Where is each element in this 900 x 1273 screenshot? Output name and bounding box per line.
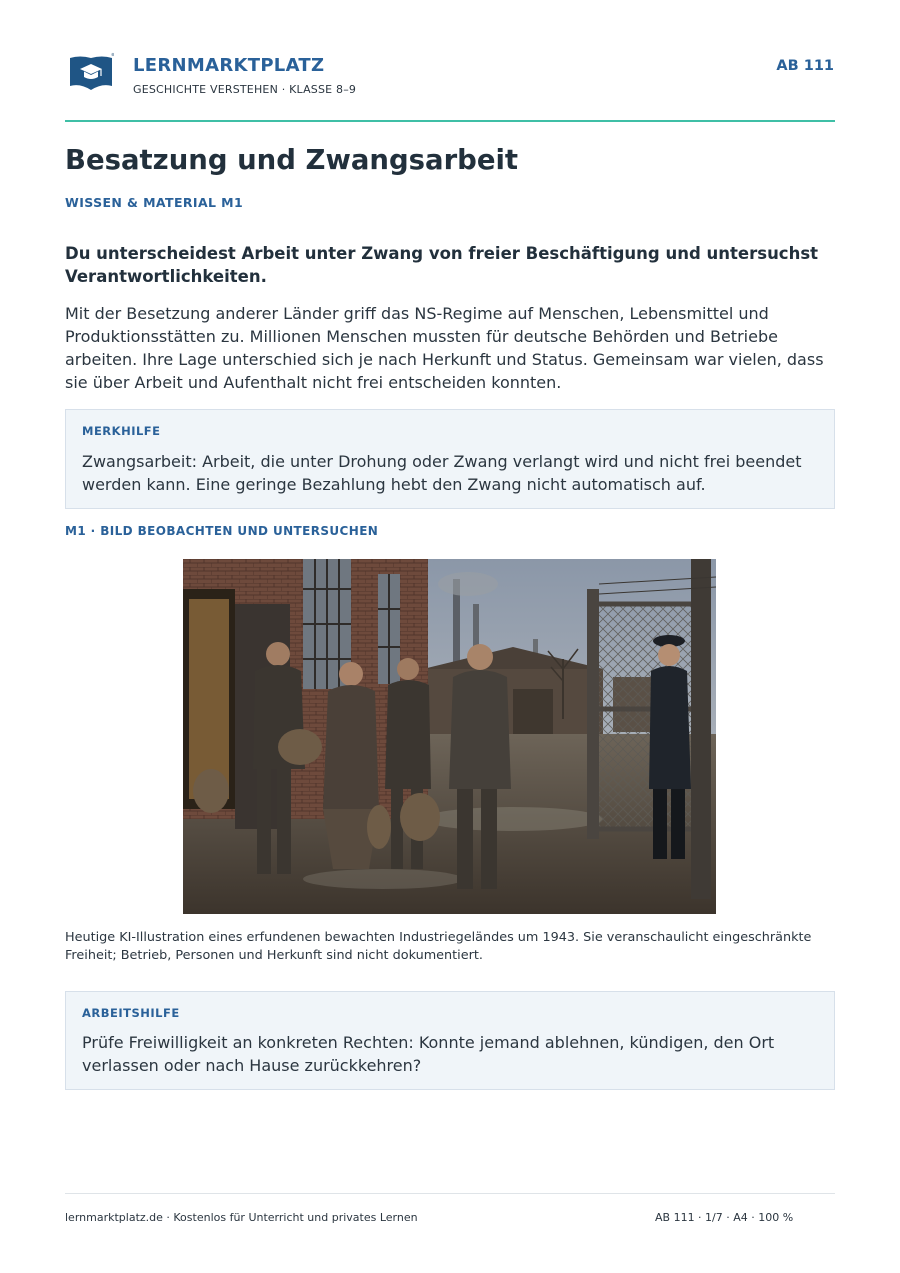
footer-page-info: AB 111 · 1/7 · A4 · 100 % xyxy=(655,1211,794,1224)
learning-goal: Du unterscheidest Arbeit unter Zwang von freier Beschäftigung und untersuchst Verantwortlichkeiten. xyxy=(65,244,819,286)
sheet-number: AB 111 xyxy=(776,58,834,74)
m1-heading: M1 · BILD BEOBACHTEN UND UNTERSUCHEN xyxy=(65,524,379,538)
labor-camp-illustration xyxy=(183,559,716,914)
brand-subtitle: GESCHICHTE VERSTEHEN · KLASSE 8–9 xyxy=(133,83,357,96)
arbeitshilfe-label: ARBEITSHILFE xyxy=(82,1006,180,1020)
section-label: WISSEN & MATERIAL M1 xyxy=(65,195,244,210)
merkhilfe-text: Zwangsarbeit: Arbeit, die unter Drohung oder Zwang verlangt wird und nicht frei beendet werden kann. Eine geringe Bezahlung hebt den Zwang nicht automatisch auf. xyxy=(82,452,802,494)
merkhilfe-label: MERKHILFE xyxy=(82,424,161,438)
arbeitshilfe-box xyxy=(65,991,835,1090)
footer-site: lernmarktplatz.de · Kostenlos für Unterricht und privates Lernen xyxy=(65,1211,418,1224)
intro-paragraph: Mit der Besetzung anderer Länder griff das NS-Regime auf Menschen, Lebensmittel und Produktionsstätten zu. Millionen Menschen mussten für deutsche Behörden und Betriebe arbeiten. Ihre Lage unterschied sich je nach Herkunft und Status. Gemeinsam war vielen, dass sie über Arbeit und Aufenthalt nicht frei entscheiden konnten. xyxy=(65,304,824,392)
footer-divider xyxy=(65,1193,835,1194)
figure-caption: Heutige KI-Illustration eines erfundenen bewachten Industriegeländes um 1943. Sie veranschaulicht eingeschränkte Freiheit; Betrieb, Personen und Herkunft sind nicht dokumentiert. xyxy=(65,930,812,963)
worksheet-page xyxy=(65,0,835,1273)
graduation-cap-logo-icon xyxy=(68,52,114,92)
header-divider xyxy=(65,120,835,122)
page-title: Besatzung und Zwangsarbeit xyxy=(65,144,519,176)
arbeitshilfe-text: Prüfe Freiwilligkeit an konkreten Rechten: Konnte jemand ablehnen, kündigen, den Ort verlassen oder nach Hause zurückkehren? xyxy=(82,1033,775,1075)
brand-name: LERNMARKTPLATZ xyxy=(133,55,325,76)
merkhilfe-box xyxy=(65,409,835,509)
